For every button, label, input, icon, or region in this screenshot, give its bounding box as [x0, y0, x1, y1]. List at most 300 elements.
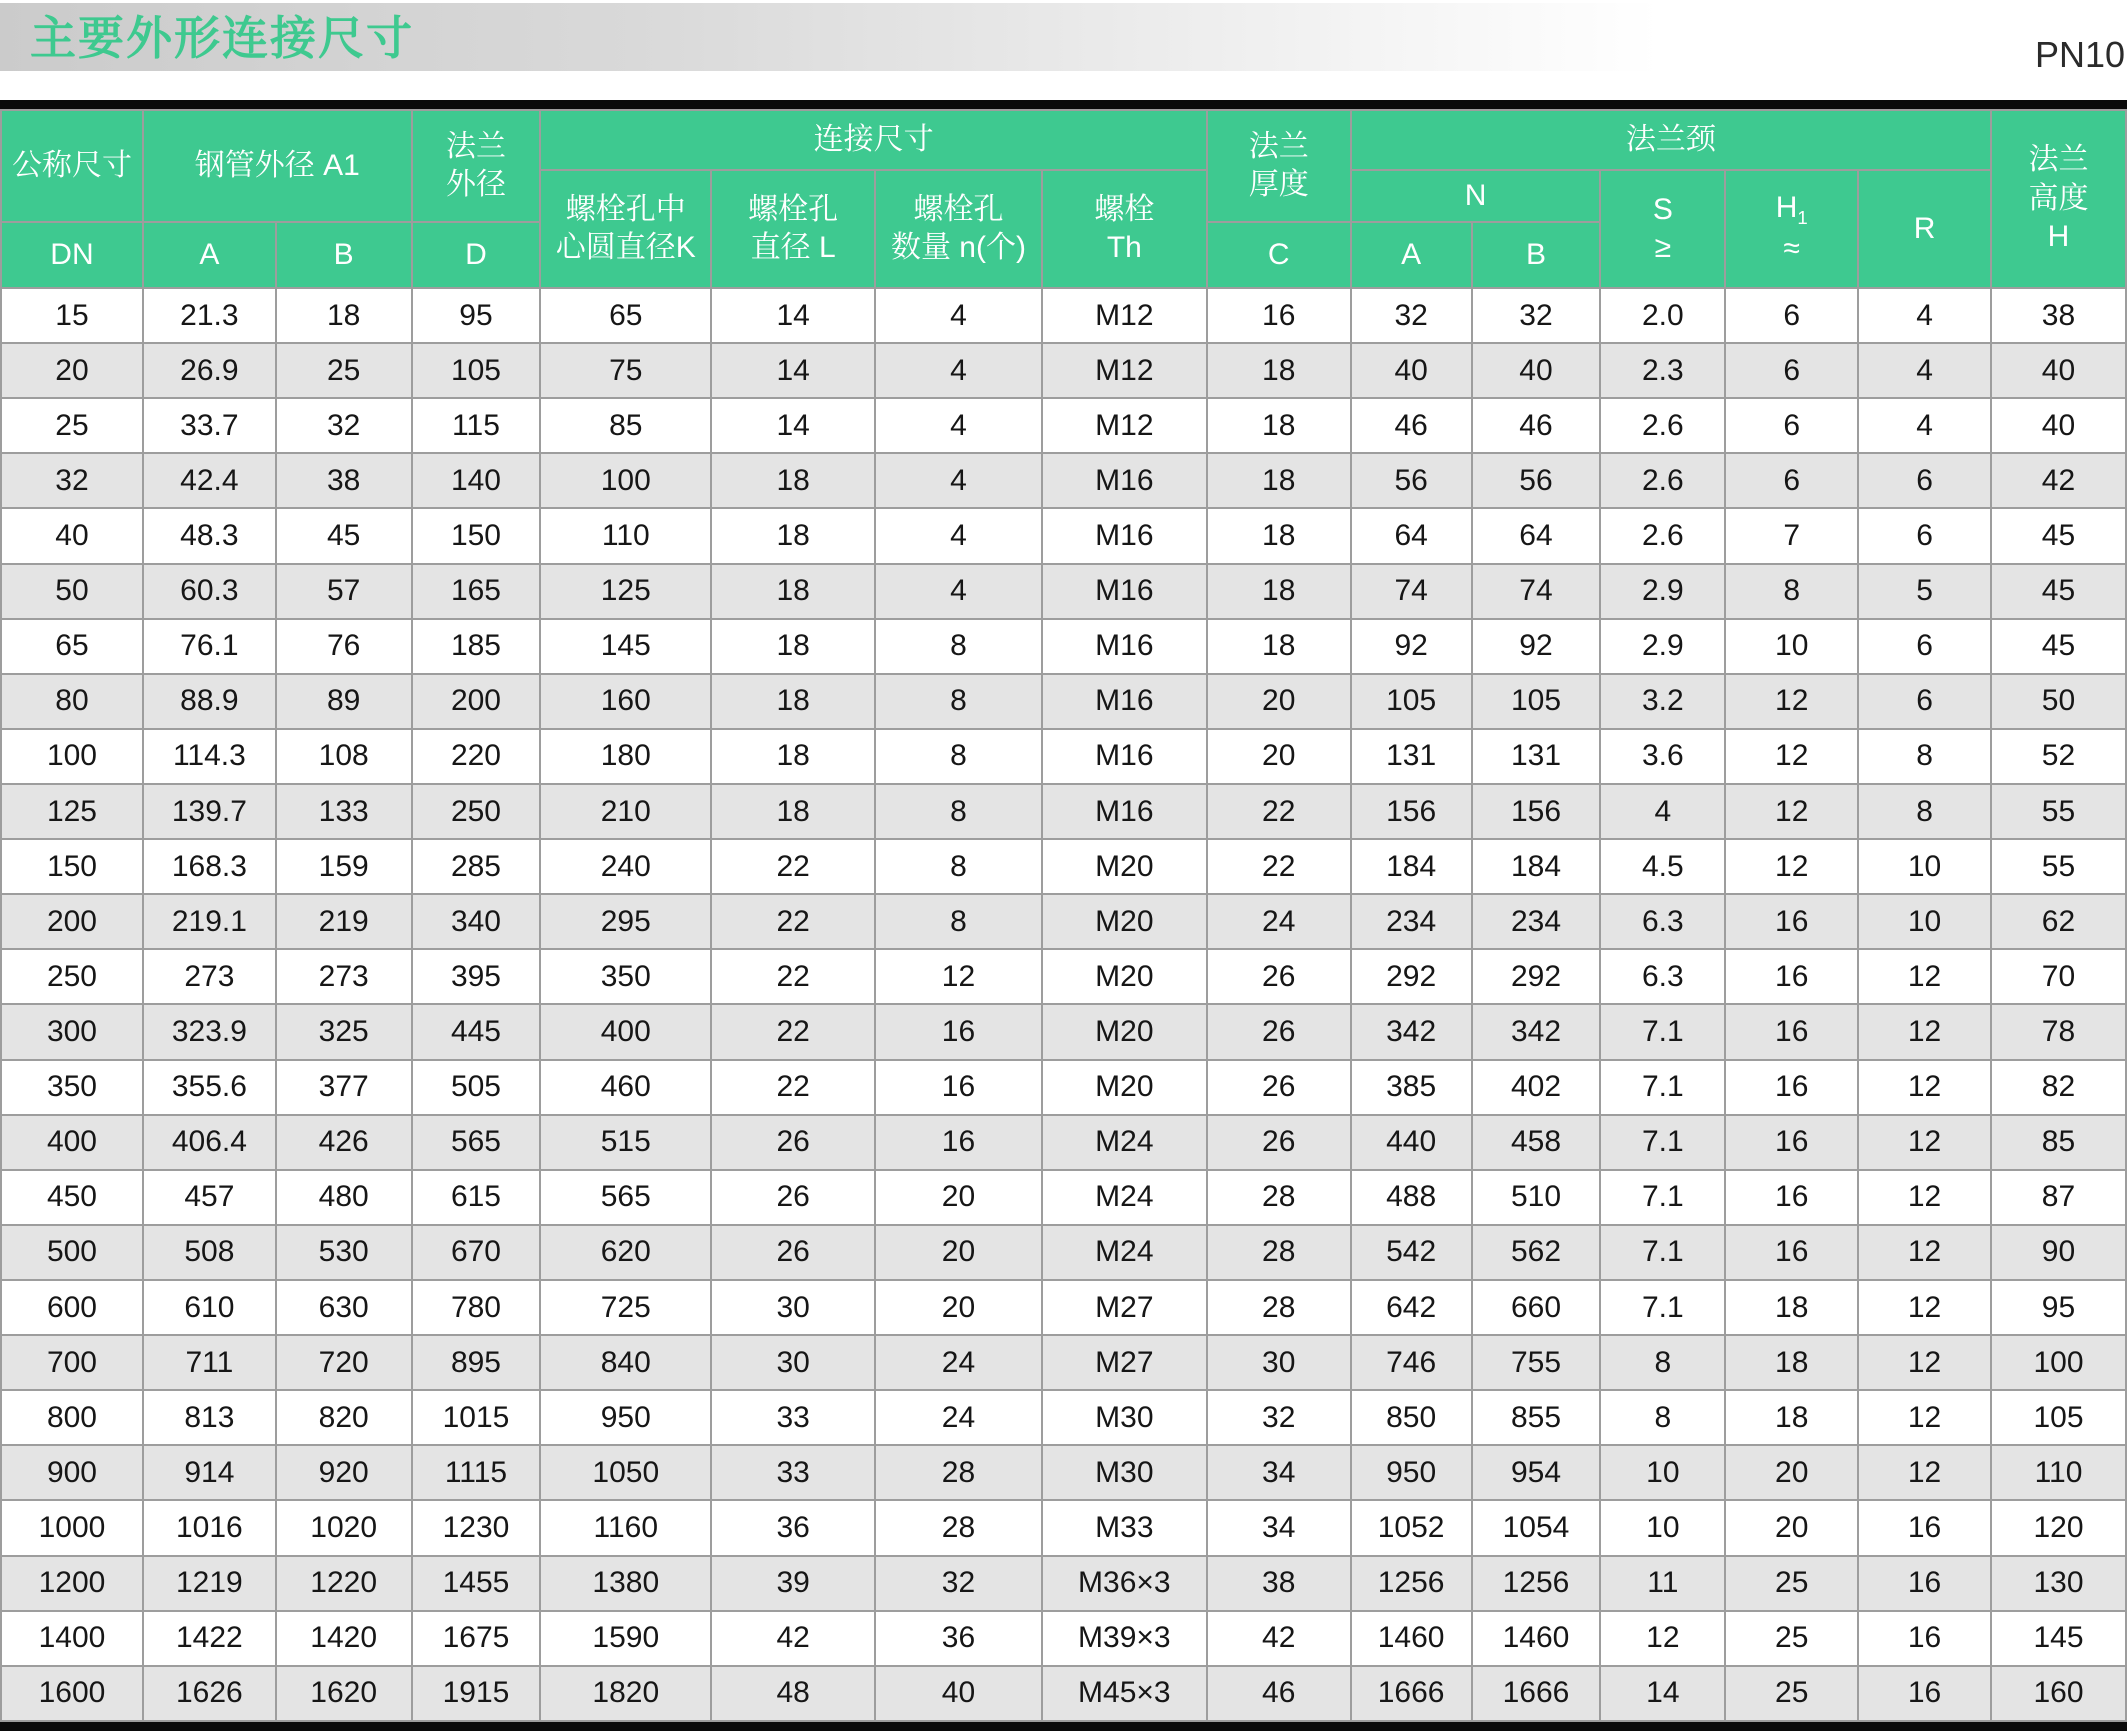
table-cell: 1256 [1351, 1556, 1472, 1611]
table-cell: 33 [711, 1390, 875, 1445]
table-cell: 377 [276, 1060, 412, 1115]
table-cell: 32 [276, 398, 412, 453]
table-cell: 292 [1351, 949, 1472, 1004]
table-cell: 159 [276, 839, 412, 894]
header-flange-d: D [412, 222, 541, 288]
table-cell: 160 [1991, 1666, 2126, 1721]
table-cell: 20 [1725, 1445, 1858, 1500]
table-cell: 1460 [1472, 1611, 1601, 1666]
table-cell: 62 [1991, 894, 2126, 949]
header-neck-n: N [1351, 170, 1601, 222]
table-cell: 219 [276, 894, 412, 949]
table-cell: 220 [412, 729, 541, 784]
table-cell: 1600 [1, 1666, 143, 1721]
table-cell: 1460 [1351, 1611, 1472, 1666]
table-cell: 40 [1, 508, 143, 563]
table-cell: 52 [1991, 729, 2126, 784]
table-cell: 855 [1472, 1390, 1601, 1445]
table-cell: 16 [1725, 1004, 1858, 1059]
table-cell: 12 [1725, 839, 1858, 894]
table-row [1, 1390, 2126, 1445]
table-cell: 18 [711, 453, 875, 508]
table-cell: M16 [1042, 453, 1207, 508]
dimension-table-wrapper [0, 100, 2127, 1731]
table-cell: 562 [1472, 1225, 1601, 1280]
table-cell: 105 [1472, 674, 1601, 729]
table-cell: 200 [412, 674, 541, 729]
table-cell: 355.6 [143, 1060, 276, 1115]
table-row [1, 564, 2126, 619]
table-cell: 402 [1472, 1060, 1601, 1115]
table-cell: 50 [1991, 674, 2126, 729]
table-cell: 18 [1207, 619, 1351, 674]
table-cell: 40 [875, 1666, 1042, 1721]
table-cell: 22 [711, 839, 875, 894]
table-cell: 670 [412, 1225, 541, 1280]
table-cell: 25 [1725, 1556, 1858, 1611]
table-cell: 7.1 [1600, 1004, 1725, 1059]
table-row [1, 1170, 2126, 1225]
table-cell: 25 [1, 398, 143, 453]
table-cell: 1230 [412, 1500, 541, 1555]
header-pipe-od: 钢管外径 A1 [143, 110, 412, 222]
table-cell: 600 [1, 1280, 143, 1335]
table-cell: 2.0 [1600, 288, 1725, 343]
table-cell: 28 [1207, 1280, 1351, 1335]
table-cell: 45 [1991, 619, 2126, 674]
table-cell: 85 [1991, 1115, 2126, 1170]
table-cell: 45 [1991, 508, 2126, 563]
table-cell: 28 [1207, 1170, 1351, 1225]
table-cell: 16 [875, 1115, 1042, 1170]
table-cell: 10 [1858, 839, 1991, 894]
table-cell: 780 [412, 1280, 541, 1335]
table-cell: 273 [276, 949, 412, 1004]
header-neck-h1: $H_1$ ≈ [1725, 170, 1858, 288]
table-cell: 234 [1351, 894, 1472, 949]
table-cell: 55 [1991, 784, 2126, 839]
table-cell: 12 [1858, 1004, 1991, 1059]
header-neck-s: S ≥ [1600, 170, 1725, 288]
table-cell: 16 [1858, 1500, 1991, 1555]
table-cell: 131 [1472, 729, 1601, 784]
table-cell: 350 [1, 1060, 143, 1115]
table-cell: 85 [540, 398, 711, 453]
table-cell: 55 [1991, 839, 2126, 894]
table-cell: 400 [540, 1004, 711, 1059]
table-cell: 8 [1600, 1390, 1725, 1445]
table-cell: 16 [875, 1060, 1042, 1115]
header-flange-height: 法兰 高度 H [1991, 110, 2126, 288]
table-cell: 26 [1207, 1060, 1351, 1115]
table-cell: 22 [711, 1060, 875, 1115]
table-row [1, 619, 2126, 674]
table-cell: 25 [1725, 1666, 1858, 1721]
table-cell: 542 [1351, 1225, 1472, 1280]
table-cell: 26 [1207, 1115, 1351, 1170]
table-cell: M45×3 [1042, 1666, 1207, 1721]
table-cell: 24 [1207, 894, 1351, 949]
table-cell: 30 [1207, 1335, 1351, 1390]
table-cell: 14 [711, 288, 875, 343]
table-cell: 18 [1207, 343, 1351, 398]
table-cell: 110 [540, 508, 711, 563]
table-cell: M16 [1042, 508, 1207, 563]
table-cell: 168.3 [143, 839, 276, 894]
header-bolt-hole-l: 螺栓孔 直径 L [711, 170, 875, 288]
table-cell: 8 [1858, 729, 1991, 784]
table-cell: 34 [1207, 1500, 1351, 1555]
table-cell: 400 [1, 1115, 143, 1170]
table-cell: 2.9 [1600, 619, 1725, 674]
table-cell: 285 [412, 839, 541, 894]
table-cell: 42 [1991, 453, 2126, 508]
table-cell: 22 [711, 949, 875, 1004]
table-row [1, 949, 2126, 1004]
table-cell: 12 [1858, 1060, 1991, 1115]
table-cell: 28 [875, 1445, 1042, 1500]
table-cell: 16 [1725, 894, 1858, 949]
table-cell: 20 [1, 343, 143, 398]
table-cell: 74 [1472, 564, 1601, 619]
table-cell: 250 [1, 949, 143, 1004]
table-cell: 1050 [540, 1445, 711, 1500]
table-cell: 1200 [1, 1556, 143, 1611]
table-cell: 32 [1, 453, 143, 508]
header-dn: DN [1, 222, 143, 288]
table-cell: 1675 [412, 1611, 541, 1666]
table-cell: 110 [1991, 1445, 2126, 1500]
table-cell: 20 [875, 1170, 1042, 1225]
table-cell: 620 [540, 1225, 711, 1280]
table-cell: 250 [412, 784, 541, 839]
table-cell: 4 [875, 288, 1042, 343]
table-cell: 508 [143, 1225, 276, 1280]
table-cell: 12 [1858, 1170, 1991, 1225]
table-cell: 20 [875, 1280, 1042, 1335]
table-cell: 82 [1991, 1060, 2126, 1115]
table-row [1, 453, 2126, 508]
dimension-table [0, 109, 2127, 1722]
table-cell: 22 [711, 1004, 875, 1059]
table-cell: 895 [412, 1335, 541, 1390]
table-cell: 323.9 [143, 1004, 276, 1059]
title-bar [0, 3, 2127, 71]
table-cell: 6 [1858, 674, 1991, 729]
table-cell: 300 [1, 1004, 143, 1059]
table-cell: 7.1 [1600, 1170, 1725, 1225]
table-cell: 50 [1, 564, 143, 619]
table-cell: 16 [875, 1004, 1042, 1059]
table-cell: 20 [1725, 1500, 1858, 1555]
table-cell: 2.3 [1600, 343, 1725, 398]
table-cell: 87 [1991, 1170, 2126, 1225]
table-cell: 15 [1, 288, 143, 343]
table-cell: 18 [711, 784, 875, 839]
table-row [1, 729, 2126, 784]
table-cell: M27 [1042, 1280, 1207, 1335]
table-cell: 350 [540, 949, 711, 1004]
table-cell: 700 [1, 1335, 143, 1390]
table-cell: 12 [1858, 1335, 1991, 1390]
table-cell: M24 [1042, 1225, 1207, 1280]
table-cell: M39×3 [1042, 1611, 1207, 1666]
table-cell: 156 [1351, 784, 1472, 839]
table-cell: 18 [711, 729, 875, 784]
table-cell: 76.1 [143, 619, 276, 674]
table-cell: 4 [1600, 784, 1725, 839]
pressure-rating-label: PN10 [2034, 34, 2125, 75]
table-cell: 131 [1351, 729, 1472, 784]
table-cell: 60.3 [143, 564, 276, 619]
table-cell: 7.1 [1600, 1280, 1725, 1335]
table-cell: 900 [1, 1445, 143, 1500]
table-cell: 92 [1472, 619, 1601, 674]
table-cell: 28 [1207, 1225, 1351, 1280]
table-cell: 273 [143, 949, 276, 1004]
table-cell: 6 [1725, 453, 1858, 508]
table-cell: 80 [1, 674, 143, 729]
table-cell: 150 [1, 839, 143, 894]
table-cell: 184 [1351, 839, 1472, 894]
table-cell: 950 [540, 1390, 711, 1445]
table-cell: 16 [1725, 1225, 1858, 1280]
table-cell: 64 [1472, 508, 1601, 563]
table-cell: M12 [1042, 398, 1207, 453]
table-cell: 89 [276, 674, 412, 729]
table-cell: 90 [1991, 1225, 2126, 1280]
table-cell: 21.3 [143, 288, 276, 343]
table-cell: 64 [1351, 508, 1472, 563]
table-cell: 180 [540, 729, 711, 784]
table-cell: 1626 [143, 1666, 276, 1721]
table-cell: 12 [1858, 949, 1991, 1004]
table-cell: 33 [711, 1445, 875, 1500]
table-cell: 295 [540, 894, 711, 949]
table-cell: 160 [540, 674, 711, 729]
table-cell: 40 [1991, 398, 2126, 453]
table-cell: 445 [412, 1004, 541, 1059]
table-cell: 1590 [540, 1611, 711, 1666]
header-pipe-a: A [143, 222, 276, 288]
table-cell: 6.3 [1600, 949, 1725, 1004]
table-row [1, 1115, 2126, 1170]
table-cell: 125 [540, 564, 711, 619]
table-cell: 12 [1600, 1611, 1725, 1666]
table-cell: 30 [711, 1280, 875, 1335]
table-cell: 1016 [143, 1500, 276, 1555]
table-cell: 25 [1725, 1611, 1858, 1666]
table-cell: 48 [711, 1666, 875, 1721]
page-title: 主要外形连接尺寸 [30, 12, 414, 64]
table-cell: 26 [1207, 1004, 1351, 1059]
table-cell: 6 [1858, 508, 1991, 563]
table-cell: 4 [1858, 288, 1991, 343]
table-cell: 1115 [412, 1445, 541, 1500]
table-cell: 11 [1600, 1556, 1725, 1611]
table-cell: 16 [1858, 1666, 1991, 1721]
table-cell: M20 [1042, 1060, 1207, 1115]
table-cell: 1020 [276, 1500, 412, 1555]
table-cell: 26 [1207, 949, 1351, 1004]
table-cell: 18 [711, 508, 875, 563]
table-cell: 8 [875, 619, 1042, 674]
table-cell: 40 [1991, 343, 2126, 398]
header-neck-a: A [1351, 222, 1472, 288]
table-cell: 1054 [1472, 1500, 1601, 1555]
table-cell: 78 [1991, 1004, 2126, 1059]
header-flange-neck-group: 法兰颈 [1351, 110, 1991, 170]
table-row [1, 674, 2126, 729]
table-cell: 25 [276, 343, 412, 398]
table-body [1, 288, 2126, 1721]
table-row [1, 1225, 2126, 1280]
table-cell: 746 [1351, 1335, 1472, 1390]
table-cell: 12 [1725, 729, 1858, 784]
table-cell: 45 [1991, 564, 2126, 619]
table-cell: 8 [875, 839, 1042, 894]
table-cell: 8 [1600, 1335, 1725, 1390]
table-cell: M16 [1042, 564, 1207, 619]
table-cell: 12 [1858, 1115, 1991, 1170]
table-cell: 120 [1991, 1500, 2126, 1555]
table-header [1, 110, 2126, 288]
table-cell: 10 [1600, 1445, 1725, 1500]
table-cell: 150 [412, 508, 541, 563]
table-cell: 500 [1, 1225, 143, 1280]
table-cell: 914 [143, 1445, 276, 1500]
table-cell: 26.9 [143, 343, 276, 398]
table-cell: 800 [1, 1390, 143, 1445]
table-cell: 32 [875, 1556, 1042, 1611]
table-cell: 22 [1207, 784, 1351, 839]
table-cell: 95 [412, 288, 541, 343]
table-cell: 1220 [276, 1556, 412, 1611]
table-cell: 100 [1, 729, 143, 784]
table-cell: 292 [1472, 949, 1601, 1004]
table-cell: 39 [711, 1556, 875, 1611]
table-cell: 115 [412, 398, 541, 453]
table-cell: 76 [276, 619, 412, 674]
table-cell: 5 [1858, 564, 1991, 619]
table-cell: 8 [875, 674, 1042, 729]
table-cell: 6.3 [1600, 894, 1725, 949]
table-cell: 8 [875, 784, 1042, 839]
table-cell: 18 [711, 619, 875, 674]
table-cell: 1380 [540, 1556, 711, 1611]
table-row [1, 398, 2126, 453]
table-cell: 12 [1725, 784, 1858, 839]
table-cell: 156 [1472, 784, 1601, 839]
table-cell: 26 [711, 1225, 875, 1280]
table-cell: 12 [1858, 1390, 1991, 1445]
table-cell: 46 [1472, 398, 1601, 453]
table-cell: 615 [412, 1170, 541, 1225]
table-cell: 4.5 [1600, 839, 1725, 894]
table-cell: 16 [1858, 1556, 1991, 1611]
table-cell: 95 [1991, 1280, 2126, 1335]
table-cell: 105 [412, 343, 541, 398]
table-cell: 630 [276, 1280, 412, 1335]
table-cell: 38 [276, 453, 412, 508]
header-nominal-size: 公称尺寸 [1, 110, 143, 222]
table-cell: M24 [1042, 1115, 1207, 1170]
table-row [1, 839, 2126, 894]
table-cell: 395 [412, 949, 541, 1004]
table-cell: 460 [540, 1060, 711, 1115]
table-cell: 18 [276, 288, 412, 343]
table-cell: 185 [412, 619, 541, 674]
table-cell: 46 [1207, 1666, 1351, 1721]
table-cell: 920 [276, 1445, 412, 1500]
table-cell: 57 [276, 564, 412, 619]
table-cell: 4 [875, 564, 1042, 619]
table-cell: M12 [1042, 343, 1207, 398]
header-bolt-th: 螺栓 Th [1042, 170, 1207, 288]
table-cell: 10 [1725, 619, 1858, 674]
table-cell: 1052 [1351, 1500, 1472, 1555]
header-bolt-circle-k: 螺栓孔中 心圆直径K [540, 170, 711, 288]
table-cell: 140 [412, 453, 541, 508]
table-cell: 42.4 [143, 453, 276, 508]
table-cell: 20 [1207, 674, 1351, 729]
header-flange-od: 法兰 外径 [412, 110, 541, 222]
header-pipe-b: B [276, 222, 412, 288]
table-cell: 36 [711, 1500, 875, 1555]
header-neck-b: B [1472, 222, 1601, 288]
table-row [1, 1004, 2126, 1059]
table-cell: 10 [1858, 894, 1991, 949]
table-cell: 20 [875, 1225, 1042, 1280]
table-cell: 133 [276, 784, 412, 839]
table-cell: 755 [1472, 1335, 1601, 1390]
table-cell: 18 [1207, 453, 1351, 508]
table-cell: 1666 [1472, 1666, 1601, 1721]
table-cell: 12 [1858, 1225, 1991, 1280]
table-cell: 1422 [143, 1611, 276, 1666]
table-cell: 219.1 [143, 894, 276, 949]
table-row [1, 784, 2126, 839]
table-cell: 1666 [1351, 1666, 1472, 1721]
table-cell: 850 [1351, 1390, 1472, 1445]
table-cell: 22 [1207, 839, 1351, 894]
header-flange-c: C [1207, 222, 1351, 288]
table-cell: 2.9 [1600, 564, 1725, 619]
header-neck-r: R [1858, 170, 1991, 288]
table-cell: 16 [1207, 288, 1351, 343]
table-row [1, 288, 2126, 343]
header-flange-thickness: 法兰 厚度 [1207, 110, 1351, 222]
table-cell: 114.3 [143, 729, 276, 784]
table-cell: 6 [1858, 453, 1991, 508]
table-cell: 34 [1207, 1445, 1351, 1500]
table-cell: 75 [540, 343, 711, 398]
table-cell: 7.1 [1600, 1060, 1725, 1115]
table-cell: 26 [711, 1115, 875, 1170]
table-cell: 711 [143, 1335, 276, 1390]
table-cell: 4 [875, 398, 1042, 453]
table-cell: 6 [1858, 619, 1991, 674]
table-row [1, 1060, 2126, 1115]
table-cell: 1915 [412, 1666, 541, 1721]
table-cell: 38 [1991, 288, 2126, 343]
table-cell: 125 [1, 784, 143, 839]
table-cell: 88.9 [143, 674, 276, 729]
table-cell: 1420 [276, 1611, 412, 1666]
table-row [1, 1335, 2126, 1390]
table-cell: 24 [875, 1390, 1042, 1445]
table-cell: 840 [540, 1335, 711, 1390]
